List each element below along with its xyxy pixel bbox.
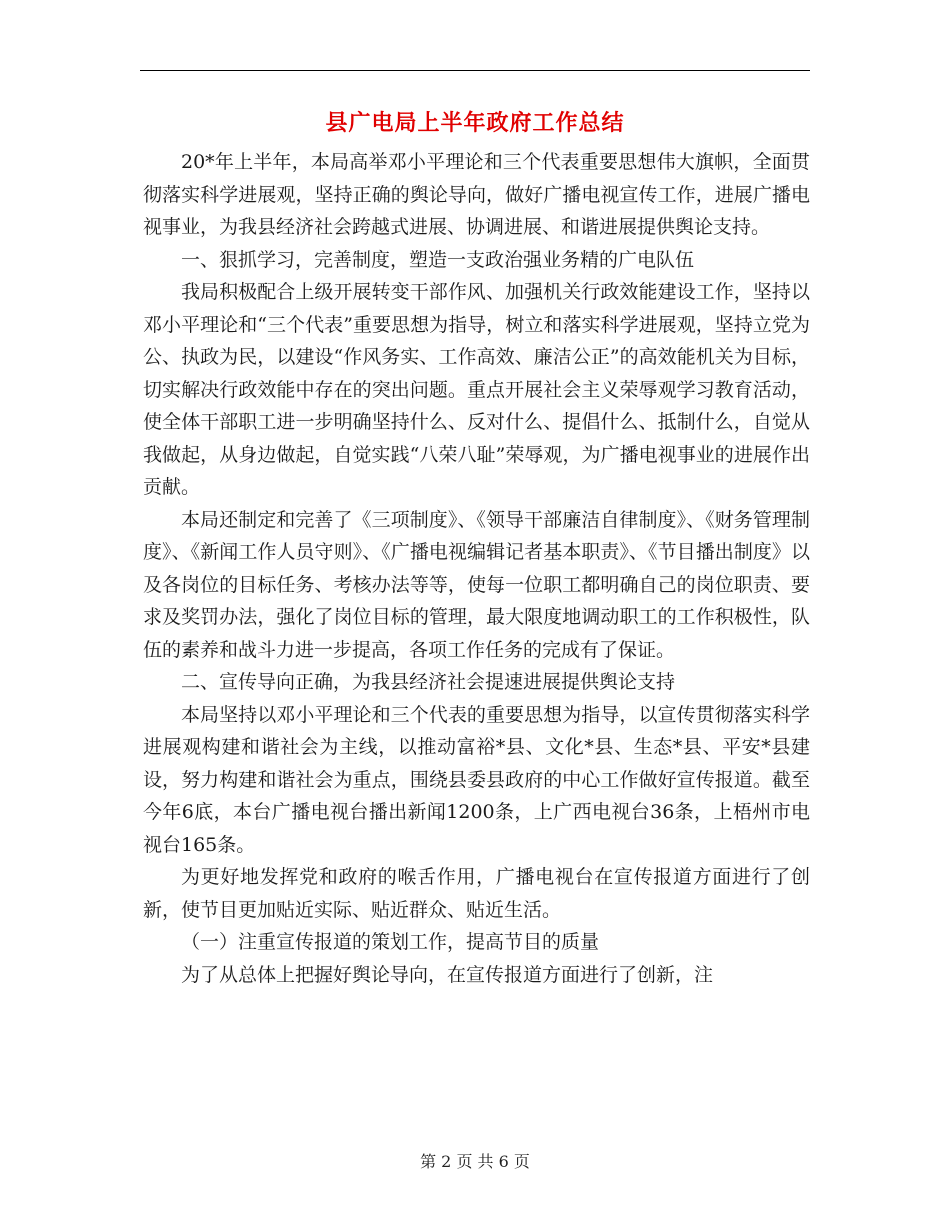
section-heading-1: 一、狠抓学习，完善制度，塑造一支政治强业务精的广电队伍 <box>181 248 695 271</box>
document-body <box>143 146 810 991</box>
document-title: 县广电局上半年政府工作总结 <box>325 111 625 136</box>
paragraph-innovation: 为更好地发挥党和政府的喉舌作用，广播电视台在宣传报道方面进行了创新，使节目更加贴近实际、贴近群众、贴近生活。 <box>143 866 810 921</box>
subsection-heading-1: （一）注重宣传报道的策划工作，提高节目的质量 <box>181 931 600 953</box>
paragraph-propaganda: 本局坚持以邓小平理论和三个代表的重要思想为指导，以宣传贯彻落实科学进展观构建和谐社会为主线，以推动富裕*县、文化*县、生态*县、平安*县建设，努力构建和谐社会为重点，围绕县委县政府的中心工作做好宣传报道。截至今年6底，本台广播电视台播出新闻1200条，上广西电视台36条，上梧州市电视台165条。 <box>143 703 810 856</box>
header-rule <box>140 70 810 71</box>
paragraph-intro: 20*年上半年，本局高举邓小平理论和三个代表重要思想伟大旗帜，全面贯彻落实科学进展观，坚持正确的舆论导向，做好广播电视宣传工作，进展广播电视事业，为我县经济社会跨越式进展、协调进展、和谐进展提供舆论支持。 <box>143 151 810 238</box>
paragraph-planning: 为了从总体上把握好舆论导向，在宣传报道方面进行了创新，注 <box>181 963 714 986</box>
section-heading-2: 二、宣传导向正确，为我县经济社会提速进展提供舆论支持 <box>181 671 676 693</box>
page-footer: 第 2 页 共 6 页 <box>420 1152 530 1171</box>
paragraph-regulations: 本局还制定和完善了《三项制度》、《领导干部廉洁自律制度》、《财务管理制度》、《新闻工作人员守则》、《广播电视编辑记者基本职责》、《节目播出制度》以及各岗位的目标任务、考核办法等等，使每一位职工都明确自己的岗位职责、要求及奖罚办法，强化了岗位目标的管理，最大限度地调动职工的工作积极性，队伍的素养和战斗力进一步提高，各项工作任务的完成有了保证。 <box>143 508 810 661</box>
paragraph-work-style: 我局积极配合上级开展转变干部作风、加强机关行政效能建设工作，坚持以邓小平理论和“三个代表”重要思想为指导，树立和落实科学进展观，坚持立党为公、执政为民，以建设“作风务实、工作高效、廉洁公正”的高效能机关为目标，切实解决行政效能中存在的突出问题。重点开展社会主义荣辱观学习教育活动，使全体干部职工进一步明确坚持什么、反对什么、提倡什么、抵制什么，自觉从我做起，从身边做起，自觉实践“八荣八耻”荣辱观，为广播电视事业的进展作出贡献。 <box>143 281 810 498</box>
